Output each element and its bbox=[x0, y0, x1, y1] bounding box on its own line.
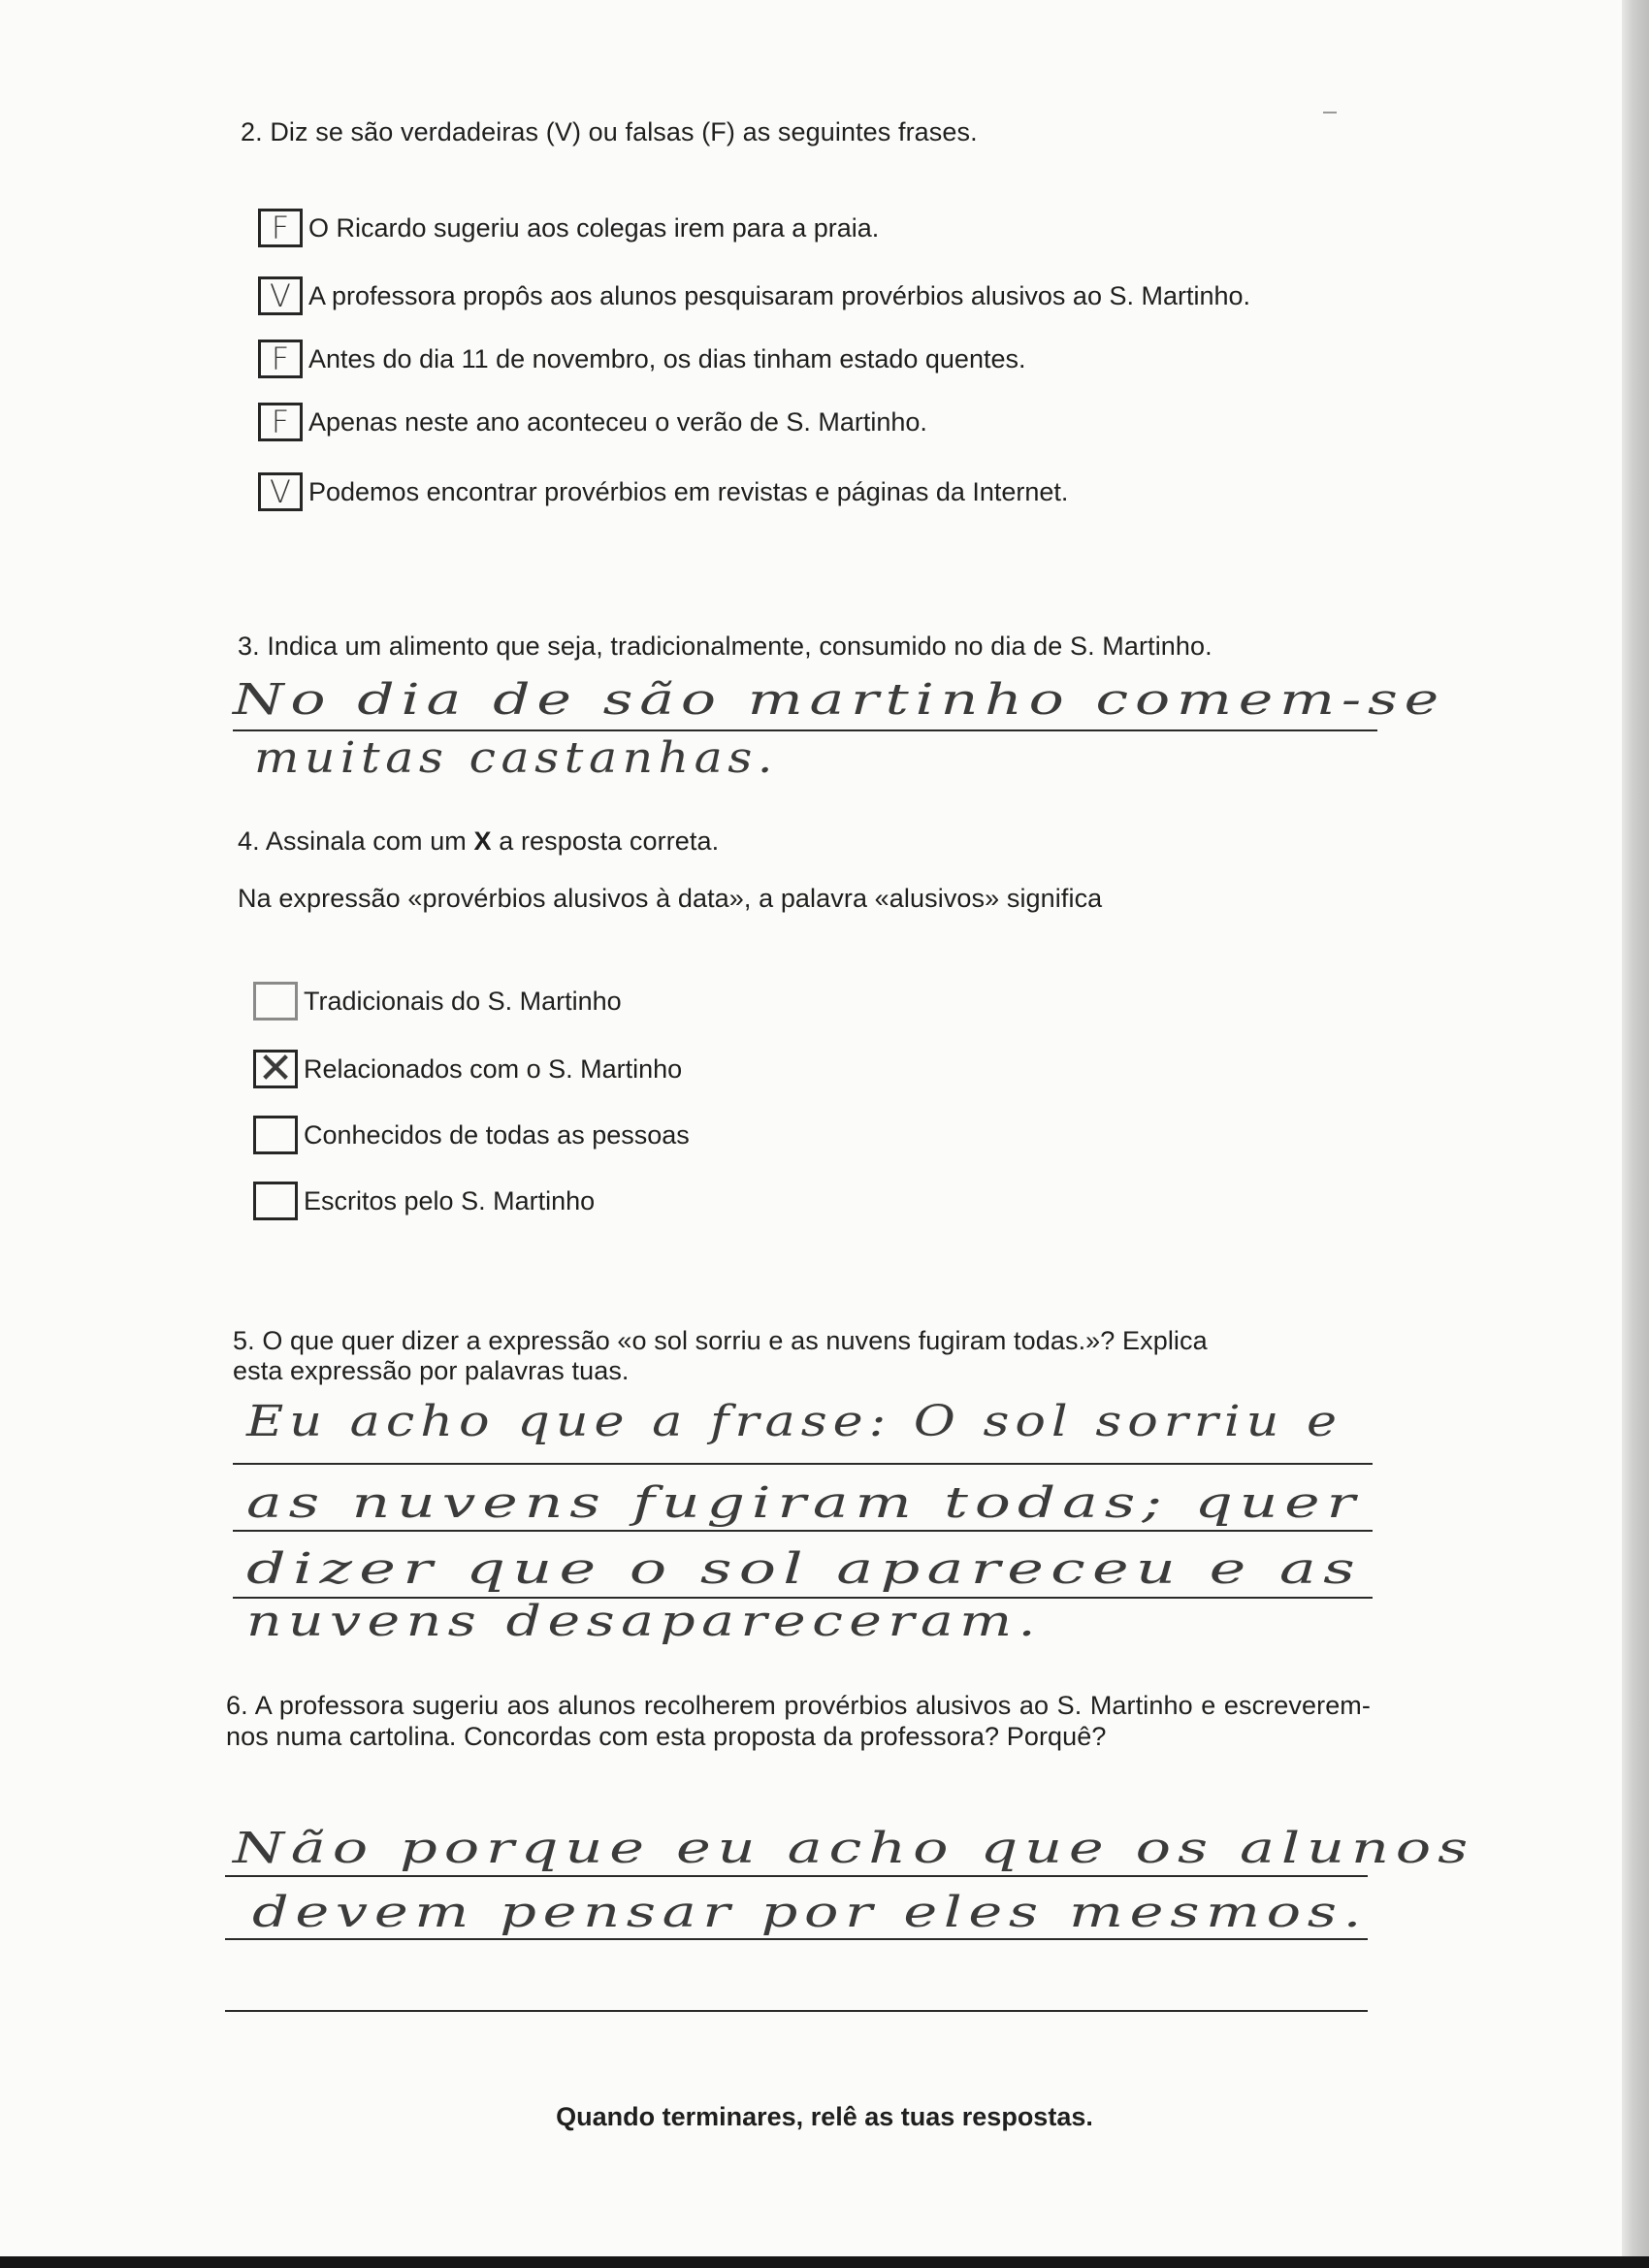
q2-item-5-label: Podemos encontrar provérbios em revistas e páginas da Internet. bbox=[308, 476, 1069, 506]
q2-item-4 bbox=[258, 403, 927, 441]
q3-answer-line-1: No dia de são martinho comem-se bbox=[233, 675, 1445, 725]
q2-checkbox-1[interactable]: F bbox=[258, 209, 303, 247]
q6-answer-line-2: devem pensar por eles mesmos. bbox=[252, 1888, 1368, 1937]
q4-option-1-label: Tradicionais do S. Martinho bbox=[304, 986, 622, 1016]
q6-answer-line-1: Não porque eu acho que os alunos bbox=[233, 1824, 1474, 1873]
q2-checkbox-5[interactable]: V bbox=[258, 472, 303, 511]
q2-checkbox-3[interactable]: F bbox=[258, 340, 303, 378]
q4-option-4 bbox=[253, 1182, 595, 1220]
q6-answer-rule-1 bbox=[225, 1875, 1368, 1877]
q5-answer-line-3: dizer que o sol apareceu e as bbox=[246, 1544, 1362, 1594]
q4-checkbox-2[interactable]: ✕ bbox=[253, 1050, 298, 1088]
q4-option-3-label: Conhecidos de todas as pessoas bbox=[304, 1119, 690, 1150]
q4-checkbox-1[interactable] bbox=[253, 982, 298, 1021]
q3-answer-line-2: muitas castanhas. bbox=[254, 733, 778, 783]
q4-title-x: X bbox=[473, 826, 492, 856]
scan-bottom-edge bbox=[0, 2256, 1649, 2268]
q4-title-suffix: a resposta correta. bbox=[491, 826, 720, 856]
q5-answer-rule-2 bbox=[233, 1530, 1373, 1532]
scan-right-edge bbox=[1622, 0, 1649, 2268]
q5-answer-line-4: nuvens desapareceram. bbox=[246, 1597, 1042, 1646]
q2-item-5 bbox=[258, 472, 1068, 511]
q5-answer-rule-1 bbox=[233, 1463, 1373, 1465]
footer-reminder: Quando terminares, relê as tuas respostas. bbox=[556, 2102, 1093, 2131]
q5-answer-line-2: as nuvens fugiram todas; quer bbox=[246, 1478, 1362, 1528]
q4-option-3 bbox=[253, 1116, 690, 1154]
q3-answer-rule bbox=[233, 729, 1377, 731]
q4-option-2-label: Relacionados com o S. Martinho bbox=[304, 1053, 683, 1084]
q5-answer-line-1: Eu acho que a frase: O sol sorriu e bbox=[246, 1397, 1342, 1446]
q2-item-3-label: Antes do dia 11 de novembro, os dias tinham estado quentes. bbox=[308, 343, 1026, 373]
q4-checkbox-3[interactable] bbox=[253, 1116, 298, 1154]
q4-option-1 bbox=[253, 982, 622, 1021]
question-4-title bbox=[238, 826, 719, 857]
q6-answer-rule-2 bbox=[225, 1938, 1368, 1940]
q2-item-3 bbox=[258, 340, 1025, 378]
q2-item-1-label: O Ricardo sugeriu aos colegas irem para a praia. bbox=[308, 212, 880, 243]
q4-checkbox-4[interactable] bbox=[253, 1182, 298, 1220]
scan-smudge bbox=[1323, 112, 1337, 113]
q2-item-1 bbox=[258, 209, 879, 247]
question-3-title: 3. Indica um alimento que seja, tradicionalmente, consumido no dia de S. Martinho. bbox=[238, 632, 1212, 661]
q6-answer-rule-3 bbox=[225, 2010, 1368, 2012]
question-5-title-line-1: 5. O que quer dizer a expressão «o sol sorriu e as nuvens fugiram todas.»? Explica bbox=[233, 1326, 1208, 1355]
q4-option-2 bbox=[253, 1044, 683, 1093]
question-5-title-line-2: esta expressão por palavras tuas. bbox=[233, 1356, 630, 1385]
q4-option-4-label: Escritos pelo S. Martinho bbox=[304, 1185, 596, 1215]
q2-checkbox-2[interactable]: V bbox=[258, 276, 303, 315]
question-2-title: 2. Diz se são verdadeiras (V) ou falsas (F) as seguintes frases. bbox=[241, 117, 978, 146]
q2-checkbox-4[interactable]: F bbox=[258, 403, 303, 441]
q2-item-4-label: Apenas neste ano aconteceu o verão de S. Martinho. bbox=[308, 406, 927, 437]
question-4-subtitle: Na expressão «provérbios alusivos à data», a palavra «alusivos» significa bbox=[238, 884, 1103, 913]
question-6-title: 6. A professora sugeriu aos alunos recolherem provérbios alusivos ao S. Martinho e escreverem-nos numa cartolina. Concordas com esta proposta da professora? Porquê? bbox=[226, 1691, 1371, 1751]
q4-title-prefix: 4. Assinala com um bbox=[238, 826, 474, 856]
q2-item-2-label: A professora propôs aos alunos pesquisaram provérbios alusivos ao S. Martinho. bbox=[308, 280, 1251, 310]
q2-item-2 bbox=[258, 276, 1250, 315]
